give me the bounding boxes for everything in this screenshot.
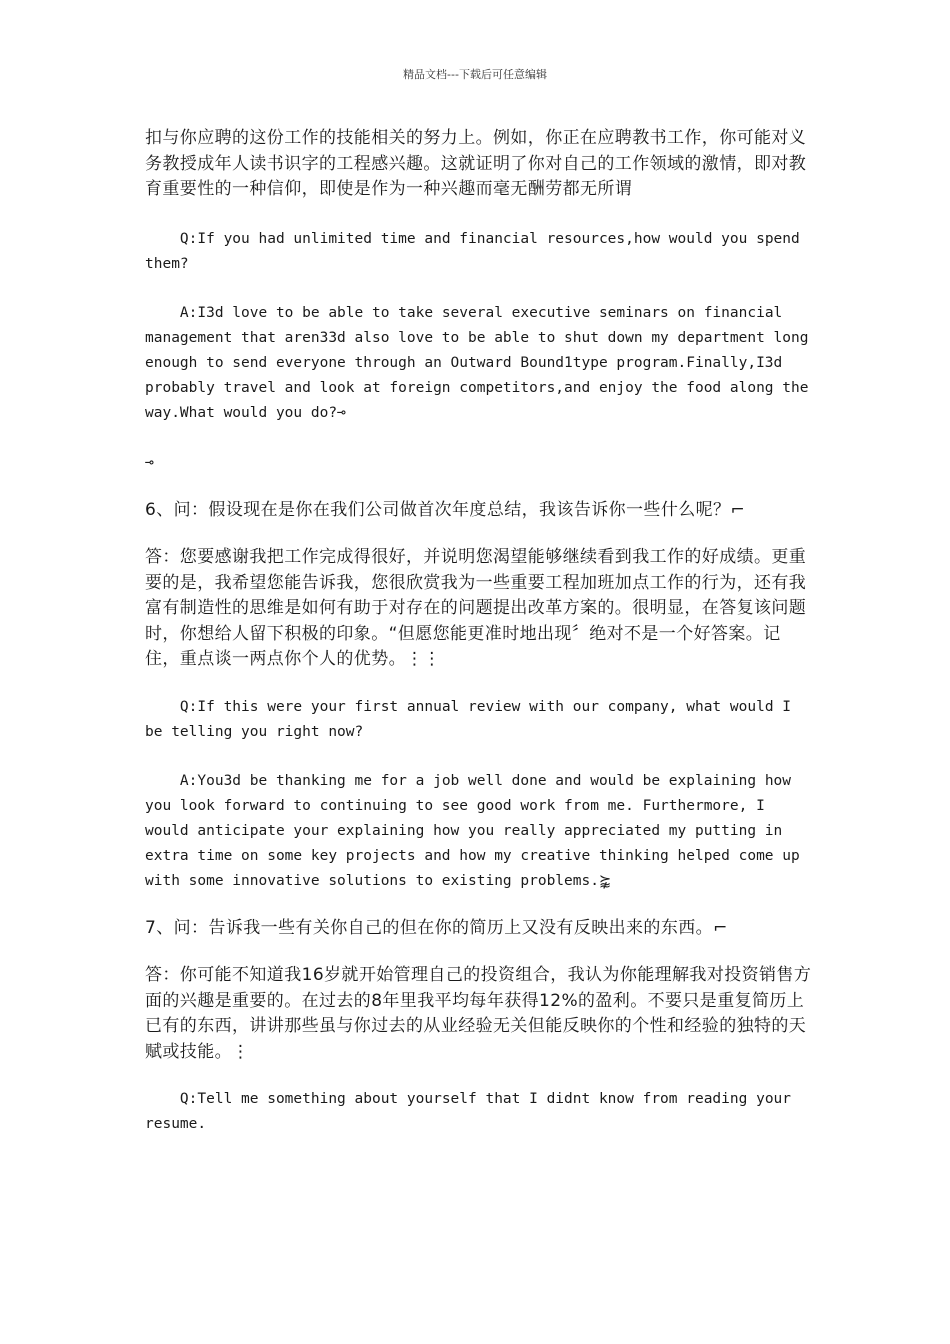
spacer: [145, 745, 813, 769]
question-6-heading: 6、问：假设现在是你在我们公司做首次年度总结，我该告诉你一些什么呢？⌐: [145, 499, 746, 520]
page-header: 精品文档---下载后可任意编辑: [403, 68, 547, 81]
spacer: [145, 523, 813, 545]
answer-annual-review: A:You3d be thanking me for a job well done and would be explaining how you look forward to continuing to see good work from me. Furthermore, I would anticipate your explaining how you really appreciated my putting in extra time on some key projects and how my creative thinking helped come up with some innovative solutions to existing problems.⪺: [145, 772, 809, 889]
question-7-heading: 7、问：告诉我一些有关你自己的但在你的简历上又没有反映出来的东西。⌐: [145, 917, 728, 938]
spacer: [145, 476, 813, 498]
question-annual-review: Q:If this were your first annual review with our company, what would I be telling you right now?: [145, 698, 800, 740]
answer-7-chinese: 答：你可能不知道我16岁就开始管理自己的投资组合，我认为你能理解我对投资销售方面的兴趣是重要的。在过去的8年里我平均每年获得12%的盈利。不要只是重复简历上已有的东西，讲讲那些虽与你过去的从业经验无关但能反映你的个性和经验的独特的天赋或技能。⋮: [145, 965, 812, 1062]
answer-6-chinese: 答：您要感谢我把工作完成得很好，并说明您渴望能够继续看到我工作的好成绩。更重要的是，我希望您能告诉我，您很欣赏我为一些重要工程加班加点工作的行为，还有我富有制造性的思维是如何有助于对存在的问题提出改革方案的。很明显，在答复该问题时，你想给人留下积极的印象。“但愿您能更准时地出现〞绝对不是一个好答案。记住，重点谈一两点你个人的优势。⋮⋮: [145, 547, 807, 669]
spacer: [145, 203, 813, 227]
spacer: [145, 673, 813, 695]
question-tell-me-something: Q:Tell me something about yourself that I didnt know from reading your resume.: [145, 1091, 800, 1132]
paragraph-continuation: 扣与你应聘的这份工作的技能相关的努力上。例如，你正在应聘教书工作，你可能对义务教授成年人读书识字的工程感兴趣。这就证明了你对自己的工作领域的激情，即对教育重要性的一种信仰，即使是作为一种兴趣而毫无酬劳都无所谓: [145, 128, 807, 199]
answer-unlimited-time: A:I3d love to be able to take several executive seminars on financial management that aren33d also love to be able to shut down my department long enough to send everyone through an Outward Bound1type program.Finally,I3d probably travel and look at foreign competitors,and enjoy the food along the way.What would you do?⊸ ⊸: [145, 304, 809, 471]
document-body: [145, 126, 813, 1137]
spacer: [145, 277, 813, 301]
question-unlimited-time: Q:If you had unlimited time and financial resources,how would you spend them?: [145, 230, 809, 272]
spacer: [145, 941, 813, 963]
spacer: [145, 894, 813, 916]
spacer: [145, 1065, 813, 1087]
